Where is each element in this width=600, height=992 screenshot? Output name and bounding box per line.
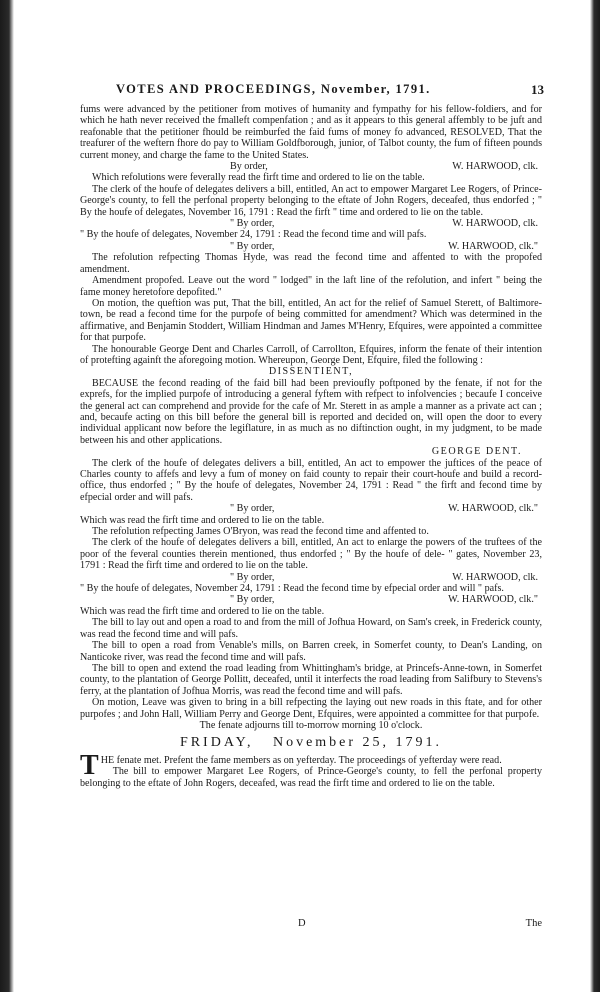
day-name: FRIDAY, — [179, 735, 254, 751]
paragraph: On motion, Leave was given to bring in a bill refpecting the laying out new roads in this ftate, and for other purpofes ; and John Hall, William Perry and George Dent, Efquires, were appointed a committee for that purpofe. — [80, 697, 542, 720]
signature-line — [80, 241, 542, 252]
signature-line — [80, 218, 542, 229]
drop-cap: T — [80, 749, 99, 781]
signature-line — [80, 594, 542, 605]
paragraph: Which was read the firft time and ordered to lie on the table. — [80, 605, 325, 617]
page-footer — [80, 918, 542, 932]
paragraph: The honourable George Dent and Charles Carroll, of Carrollton, Efquires, inform the fenate of their intention of protefting againft the aforegoing motion. Whereupon, George Dent, Efquire, filed the following : — [80, 343, 542, 366]
page-number: 13 — [531, 82, 544, 97]
paragraph: The bill to open a road from Venable's mills, on Barren creek, in Somerfet county, to Dean's Landing, on Nanticoke river, was read the fecond time and will pafs. — [80, 640, 542, 663]
running-head — [116, 82, 544, 102]
page-binding-shadow-left — [0, 0, 14, 992]
clerk-signature: W. HARWOOD, clk. — [452, 161, 538, 173]
day-heading — [80, 735, 542, 751]
paragraph: BECAUSE the fecond reading of the faid bill had been previoufly poftponed by the fenate, if not for the exprefs, for the implied purpofe of introducing a general fyftem with refpect to infolvencies ; becaufe I conceive the general act can comprehend and provide for the cafe of Mr. Sterett in as ample a manner as a private act can ; and, becaufe acting on this bill before the general bill is reported and decided on, will open the door to every individual applicant now before the legiflature, in as much as no diftinction ought, in my judgment, to be made between his and other applications. — [80, 377, 542, 446]
by-order: " By order, — [230, 240, 275, 252]
by-order: " By order, — [230, 503, 275, 515]
clerk-signature: W. HARWOOD, clk." — [448, 594, 538, 606]
paragraph: The bill to open and extend the road leading from Whittingham's bridge, at Princefs-Anne-town, in Somerfet county, to the plantation of George Pollitt, deceafed, until it interfects the road leading from Salifbury to Stevens's ferry, at the plantation of Jofhua Morris, was read the fecond time and will pafs. — [80, 662, 542, 697]
paragraph: fums were advanced by the petitioner from motives of humanity and fympathy for his fellow-foldiers, and for which he hath never received the fmalleft compenfation ; and as it appears to this general affembly to be juft and reafonable that the petitioner fhould be reimburfed the faid fums of money fo advanced, RESOLVED, That the treafurer of the weftern fhore do pay to William Goldfborough, junior, of Talbot county, the fum of fifteen pounds current money, and charge the fame to the United States. — [80, 104, 542, 161]
paragraph: The refolution refpecting Thomas Hyde, was read the fecond time and affented to with the propofed amendment. — [80, 252, 542, 275]
clerk-signature: W. HARWOOD, clk." — [448, 240, 538, 252]
paragraph: " By the houfe of delegates, November 24, 1791 : Read the fecond time by efpecial order and will " pafs. — [80, 583, 504, 595]
paragraph: The bill to empower Margaret Lee Rogers, of Prince-George's county, to fell the perfonal property belonging to the eftate of John Rogers, deceafed, was read the firft time and ordered to lie on the table. — [80, 766, 542, 789]
running-title: VOTES AND PROCEEDINGS, November, 1791. — [116, 82, 431, 96]
dissentient-heading: DISSENTIENT, — [268, 366, 354, 378]
paragraph: On motion, the queftion was put, That the bill, entitled, An act for the relief of Samuel Sterett, of Baltimore-town, be read a fecond time for the purpofe of being committed for amendment? Which was determined in the affirmative, and Benjamin Stoddert, William Hindman and James M'Henry, Efquires, were appointed a committee for that purpofe. — [80, 297, 542, 344]
paragraph-text: HE fenate met. Prefent the fame members as on yefterday. The proceedings of yefterday were read. — [100, 754, 502, 766]
adjournment-line: The fenate adjourns till to-morrow morning 10 o'clock. — [199, 719, 423, 731]
by-order: By order, — [230, 161, 268, 173]
paragraph: Amendment propofed. Leave out the word " lodged" in the laft line of the refolution, and infert " being the fame money heretofore depofited." — [80, 275, 542, 298]
signature-line — [80, 161, 542, 172]
paragraph: Which refolutions were feverally read the firft time and ordered to lie on the table. — [92, 172, 425, 184]
page-body — [80, 104, 542, 789]
clerk-signature: W. HARWOOD, clk." — [448, 503, 538, 515]
day-date: November 25, 1791. — [272, 735, 443, 751]
by-order: " By order, — [230, 218, 275, 230]
signature-mark: D — [298, 918, 306, 929]
paragraph: The refolution refpecting James O'Bryon, was read the fecond time and affented to. — [92, 526, 429, 538]
signature-line — [80, 503, 542, 514]
paragraph: The clerk of the houfe of delegates delivers a bill, entitled, An act to empower Margaret Lee Rogers, of Prince-George's county, to fell the perfonal property belonging to the eftate of John Rogers, deceafed, thus endorfed ; " By the houfe of delegates, November 16, 1791 : Read the firft " time and ordered to lie on the table. — [80, 183, 542, 218]
paragraph: Which was read the firft time and ordered to lie on the table. — [80, 514, 325, 526]
by-order: " By order, — [230, 594, 275, 606]
page-edge-shadow-right — [590, 0, 600, 992]
dissent-signer: GEORGE DENT. — [431, 446, 522, 458]
clerk-signature: W. HARWOOD, clk. — [452, 218, 538, 230]
clerk-signature: W. HARWOOD, clk. — [452, 571, 538, 583]
by-order: " By order, — [230, 571, 275, 583]
paragraph: The bill to lay out and open a road to and from the mill of Jofhua Howard, on Sam's creek, in Frederick county, was read the fecond time and will pafs. — [80, 617, 542, 640]
paragraph: The clerk of the houfe of delegates delivers a bill, entitled, An act to enlarge the powers of the truftees of the poor of the feveral counties therein mentioned, thus endorfed ; " By the houfe of dele- " gates, November 23, 1791 : Read the firft time and ordered to lie on the table. — [80, 537, 542, 572]
paragraph: The clerk of the houfe of delegates delivers a bill, entitled, An act to empower the juftices of the peace of Charles county to affefs and levy a fum of money on faid county to repair their court-houfe and build a record-office, thus endorfed ; " By the houfe of delegates, November 24, 1791 : Read " the firft and fecond time by efpecial order and will pafs. — [80, 457, 542, 503]
catchword: The — [525, 918, 542, 929]
signature-line — [80, 572, 542, 583]
paragraph: " By the houfe of delegates, November 24, 1791 : Read the fecond time and will pafs. — [80, 229, 427, 241]
